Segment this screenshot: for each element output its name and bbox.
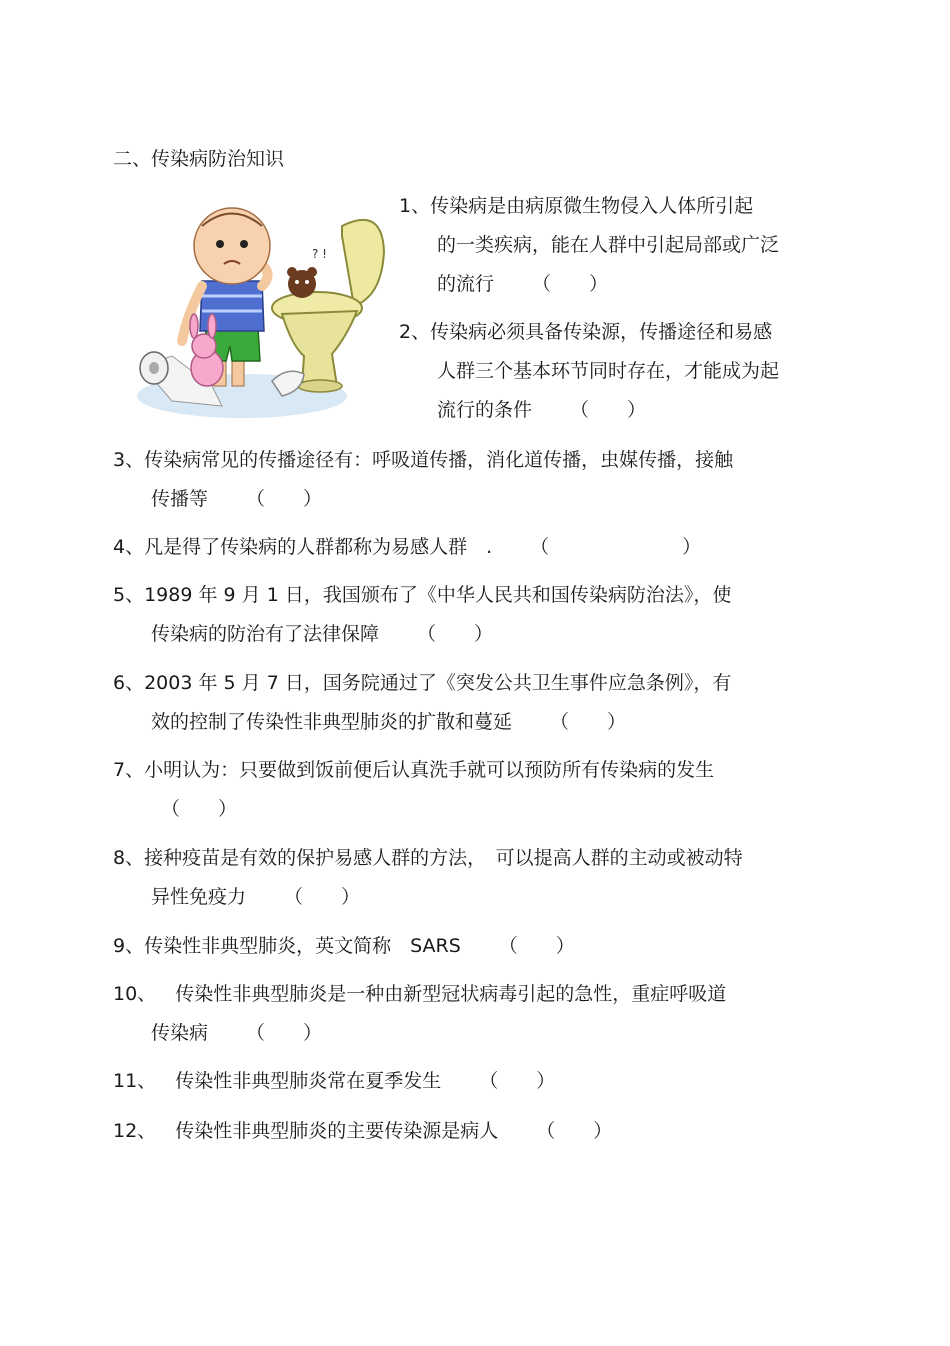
question-text: 的流行	[437, 273, 495, 295]
question-text: 传染病的防治有了法律保障	[151, 623, 380, 645]
question-text: 2003 年 5 月 7 日，国务院通过了《突发公共卫生事件应急条例》，有	[144, 672, 732, 694]
answer-blank[interactable]: （ ）	[498, 935, 575, 957]
question-12	[113, 1112, 612, 1151]
answer-blank[interactable]: （ ）	[284, 886, 361, 908]
question-10	[113, 975, 726, 1053]
answer-blank[interactable]: （ ）	[479, 1070, 556, 1092]
question-text: 传染性非典型肺炎，英文简称 SARS	[144, 935, 461, 957]
question-text: 传染性非典型肺炎常在夏季发生	[156, 1070, 442, 1092]
question-number: 3、	[113, 449, 145, 471]
question-text: 接种疫苗是有效的保护易感人群的方法， 可以提高人群的主动或被动特	[144, 847, 743, 869]
brown-animal-icon	[287, 247, 327, 298]
answer-blank[interactable]: （ ）	[550, 711, 627, 733]
question-text: 效的控制了传染性非典型肺炎的扩散和蔓延	[151, 711, 513, 733]
answer-blank[interactable]: （ ）	[532, 273, 609, 295]
question-number: 5、	[113, 584, 145, 606]
answer-blank[interactable]: （ ）	[417, 623, 494, 645]
answer-blank[interactable]: （ ）	[246, 1022, 323, 1044]
question-number: 12、	[113, 1120, 157, 1142]
question-text: 凡是得了传染病的人群都称为易感人群 .	[144, 536, 493, 558]
question-number: 7、	[113, 759, 145, 781]
question-text: 传染病	[151, 1022, 209, 1044]
question-number: 8、	[113, 847, 145, 869]
question-text: 1989 年 9 月 1 日，我国颁布了《中华人民共和国传染病防治法》，使	[144, 584, 732, 606]
question-text: 传染病是由病原微生物侵入人体所引起	[430, 195, 754, 217]
question-number: 11、	[113, 1070, 157, 1092]
svg-text:? !: ? !	[312, 247, 327, 261]
question-number: 9、	[113, 935, 145, 957]
child-toilet-illustration	[132, 196, 388, 426]
question-text: 传染病必须具备传染源，传播途径和易感	[430, 321, 773, 343]
question-number: 6、	[113, 672, 145, 694]
question-text: 小明认为：只要做到饭前便后认真洗手就可以预防所有传染病的发生	[144, 759, 715, 781]
question-4	[113, 528, 701, 567]
question-11	[113, 1062, 555, 1101]
question-7	[113, 751, 714, 829]
question-number: 1、	[399, 195, 431, 217]
answer-blank[interactable]: （ ）	[161, 798, 238, 820]
question-2	[399, 313, 779, 430]
answer-blank[interactable]: （ ）	[570, 399, 647, 421]
toilet-icon	[272, 220, 384, 392]
question-number: 4、	[113, 536, 145, 558]
answer-blank[interactable]: （ ）	[536, 1120, 613, 1142]
answer-blank[interactable]: （ ）	[530, 536, 702, 558]
question-3	[113, 441, 733, 519]
section-heading: 二、传染病防治知识	[113, 148, 285, 170]
question-text: 传染性非典型肺炎的主要传染源是病人	[156, 1120, 499, 1142]
question-number: 2、	[399, 321, 431, 343]
question-6	[113, 664, 731, 742]
question-text: 的一类疾病，能在人群中引起局部或广泛	[437, 234, 780, 256]
question-text: 人群三个基本环节同时存在，才能成为起	[437, 360, 780, 382]
question-9	[113, 927, 575, 966]
question-text: 传播等	[151, 488, 209, 510]
question-text: 传染病常见的传播途径有：呼吸道传播，消化道传播，虫媒传播，接触	[144, 449, 734, 471]
question-1	[399, 187, 779, 304]
question-number: 10、	[113, 983, 157, 1005]
question-text: 异性免疫力	[151, 886, 247, 908]
question-5	[113, 576, 731, 654]
question-text: 流行的条件	[437, 399, 533, 421]
question-text: 传染性非典型肺炎是一种由新型冠状病毒引起的急性，重症呼吸道	[156, 983, 727, 1005]
question-8	[113, 839, 743, 917]
answer-blank[interactable]: （ ）	[246, 488, 323, 510]
